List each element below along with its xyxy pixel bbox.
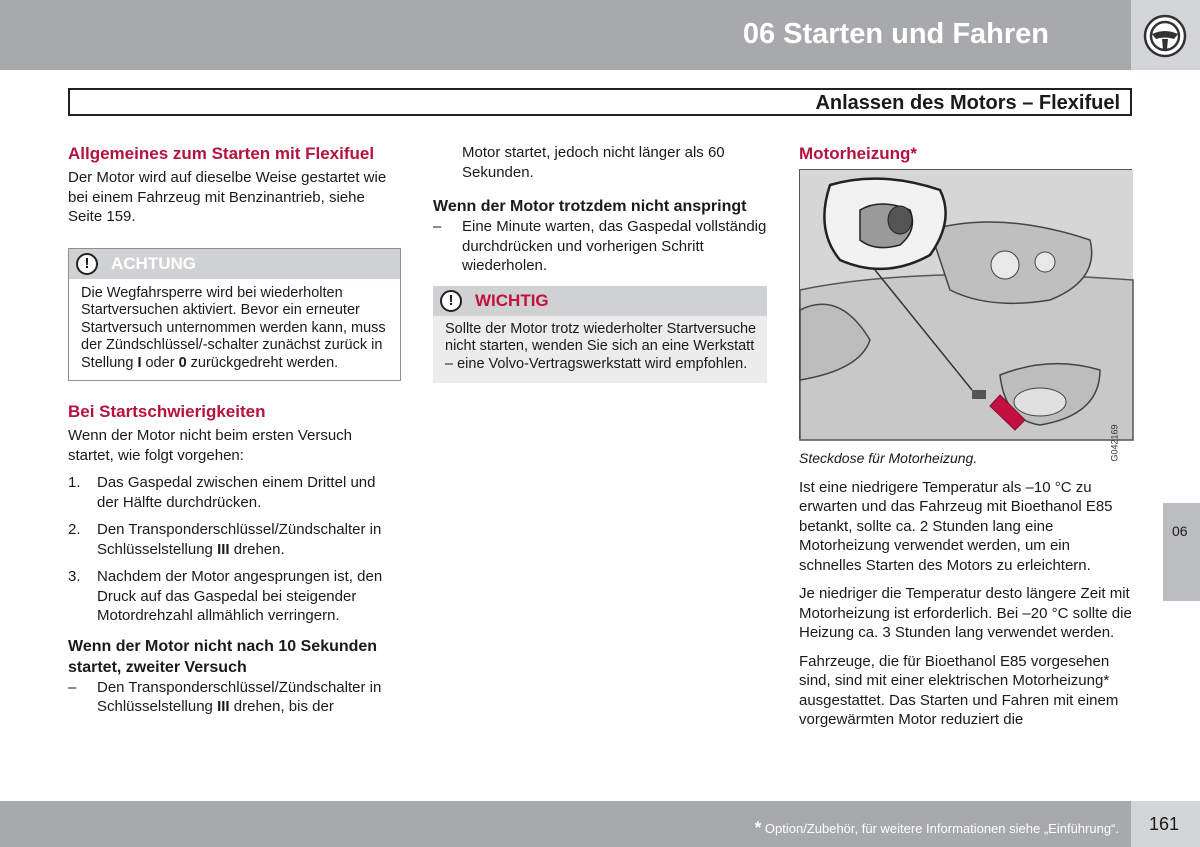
dash-text: Den Transponderschlüssel/Zündschalter in Schlüsselstellung	[97, 678, 382, 715]
achtung-bold-1: I	[137, 354, 142, 371]
exclamation-icon: !	[76, 253, 98, 275]
list-item	[68, 567, 401, 626]
step-bold: III	[217, 540, 230, 558]
footer-star: *	[754, 818, 762, 837]
section-bar	[68, 88, 1132, 116]
step-text: drehen.	[229, 540, 285, 558]
exclamation-icon: !	[440, 290, 462, 312]
step-number: 1.	[68, 474, 81, 491]
chapter-title: 06 Starten und Fahren	[742, 18, 1049, 50]
side-tab-label: 06	[1172, 523, 1188, 539]
paragraph-motorheizung-1: Ist eine niedrigere Temperatur als –10 °C zu erwarten und das Fahrzeug mit Bioethanol E85 betankt, sollte ca. 2 Stunden lang eine Motorheizung verwendet werden, um ein schnelles Starten des Motors zu erleichtern.	[799, 478, 1113, 574]
paragraph-startschwierigkeiten: Wenn der Motor nicht beim ersten Versuch startet, wie folgt vorgehen:	[68, 427, 353, 464]
paragraph-motorheizung-2: Je niedriger die Temperatur desto längere Zeit mit Motorheizung ist erforderlich. Bei –20 °C sollte die Heizung ca. 3 Stunden lang verwendet werden.	[799, 585, 1132, 641]
steering-wheel-icon	[1143, 14, 1187, 58]
footer-note	[755, 818, 1119, 838]
dash-bold: III	[217, 698, 230, 715]
paragraph-allgemeines: Der Motor wird auf dieselbe Weise gestartet wie bei einem Fahrzeug mit Benzinantrieb, siehe Seite 159.	[68, 169, 387, 225]
achtung-text-a: Die Wegfahrsperre wird bei wiederholten Startversuchen aktiviert. Bevor ein erneuter Startversuch unternommen werden kann, muss der Zündschlüssel/-schalter zunächst zurück in Stellung	[81, 284, 386, 371]
heading-motorheizung: Motorheizung*	[799, 144, 918, 163]
column-2	[433, 143, 767, 383]
dash-mark: –	[68, 678, 77, 696]
step-text: Das Gaspedal zwischen einem Drittel und der Hälfte durchdrücken.	[97, 474, 376, 511]
header-band	[0, 0, 1131, 70]
page-number: 161	[1149, 814, 1180, 834]
car-front-illustration	[800, 170, 1133, 440]
achtung-box	[68, 248, 401, 382]
achtung-text-c: zurückgedreht werden.	[186, 354, 339, 371]
achtung-text-b: oder	[141, 354, 179, 371]
wichtig-box	[433, 286, 767, 384]
steps-list	[68, 473, 401, 626]
chapter-icon-box	[1131, 0, 1200, 70]
chapter-side-tab	[1163, 503, 1200, 601]
step-text: Nachdem der Motor angesprungen ist, den Druck auf das Gaspedal bei steigender Motordrehzahl allmählich verringern.	[97, 568, 383, 624]
achtung-header	[69, 249, 400, 279]
heading-10-sekunden: Wenn der Motor nicht nach 10 Sekunden startet, zweiter Versuch	[68, 637, 378, 676]
wichtig-header	[433, 286, 767, 316]
list-item	[433, 217, 767, 276]
achtung-title: ACHTUNG	[111, 253, 196, 273]
step-text: Den Transponderschlüssel/Zündschalter in Schlüsselstellung	[97, 521, 382, 558]
figure-code: G042169	[1109, 424, 1120, 462]
heading-allgemeines: Allgemeines zum Starten mit Flexifuel	[68, 144, 375, 163]
heading-trotzdem: Wenn der Motor trotzdem nicht anspringt	[433, 198, 747, 215]
paragraph-continued: Motor startet, jedoch nicht länger als 60 Sekunden.	[462, 144, 725, 181]
column-3	[799, 143, 1132, 736]
dash-mark: –	[433, 218, 442, 235]
wichtig-title: WICHTIG	[475, 290, 549, 310]
step-number: 2.	[68, 521, 81, 538]
footer-note-text: Option/Zubehör, für weitere Informationen siehe „Einführung“.	[761, 821, 1119, 836]
dash-text: drehen, bis der	[229, 698, 334, 715]
achtung-bold-2: 0	[178, 354, 187, 371]
achtung-text	[69, 279, 400, 381]
paragraph-motorheizung-3: Fahrzeuge, die für Bioethanol E85 vorgesehen sind, sind mit einer elektrischen Motorheizung* ausgestattet. Das Starten und Fahren mit einem vorgewärmten Motor reduziert die	[799, 652, 1119, 728]
heading-startschwierigkeiten: Bei Startschwierigkeiten	[68, 402, 266, 421]
list-item	[68, 473, 401, 512]
list-item	[68, 520, 401, 559]
dash-list-trotzdem	[433, 217, 767, 276]
column-1	[68, 143, 401, 725]
section-title: Anlassen des Motors – Flexifuel	[815, 92, 1120, 114]
dash-list-10-sekunden	[68, 678, 401, 717]
page-number-box	[1131, 801, 1200, 847]
figure-caption: Steckdose für Motorheizung.	[799, 450, 978, 466]
step-number: 3.	[68, 568, 81, 585]
list-item	[68, 678, 401, 717]
dash-text: Eine Minute warten, das Gaspedal vollständig durchdrücken und vorherigen Schritt wiederholen.	[462, 218, 767, 274]
footer-band	[0, 801, 1131, 847]
wichtig-text: Sollte der Motor trotz wiederholter Startversuche nicht starten, wenden Sie sich an eine Werkstatt – eine Volvo-Vertragswerkstatt wird empfohlen.	[445, 320, 757, 372]
